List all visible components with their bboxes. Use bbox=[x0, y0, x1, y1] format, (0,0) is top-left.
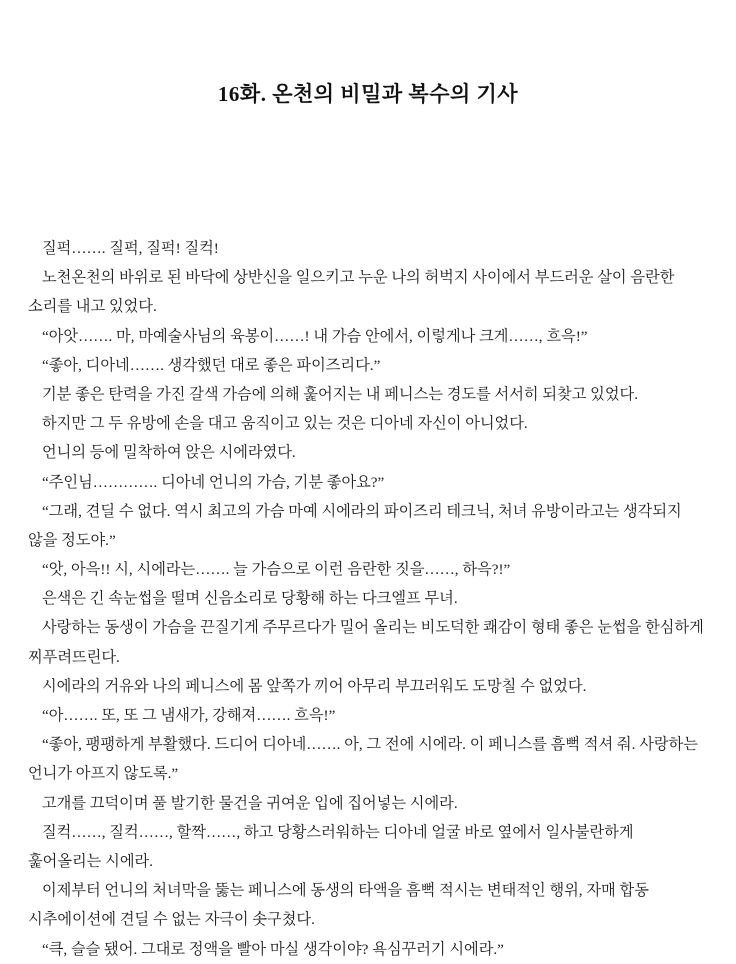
paragraph: 노천온천의 바위로 된 바닥에 상반신을 일으키고 누운 나의 허벅지 사이에서 부드러운 살이 음란한 소리를 내고 있었다. bbox=[28, 269, 679, 316]
paragraph: 은색은 긴 속눈썹을 떨며 신음소리로 당황해 하는 다크엘프 무녀. bbox=[42, 590, 458, 608]
paragraph: “아앗……. 마, 마예술사님의 육봉이……! 내 가슴 안에서, 이렇게나 크게……, 흐윽!” bbox=[42, 327, 588, 345]
paragraph: 질컥……, 질컥……, 할짝……, 하고 당황스러워하는 디아네 얼굴 바로 옆에서 일사불란하게 훑어올리는 시에라. bbox=[28, 823, 638, 870]
paragraph: “좋아, 팽팽하게 부활했다. 드디어 디아네……. 아, 그 전에 시에라. 이 페니스를 흠뻑 적셔 줘. 사랑하는 언니가 아프지 않도록.” bbox=[28, 736, 702, 783]
document-body bbox=[0, 108, 736, 964]
paragraph: “주인님…………. 디아네 언니의 가슴, 기분 좋아요?” bbox=[42, 473, 385, 491]
paragraph: 시에라의 거유와 나의 페니스에 몸 앞쪽가 끼어 아무리 부끄러워도 도망칠 수 없었다. bbox=[42, 677, 587, 695]
page-title: 16화. 온천의 비밀과 복수의 기사 bbox=[217, 82, 519, 106]
paragraph: “앗, 아윽!! 시, 시에라는……. 늘 가슴으로 이런 음란한 짓을……, 하윽?!” bbox=[42, 561, 511, 579]
paragraph: 언니의 등에 밀착하여 앉은 시에라였다. bbox=[42, 444, 296, 462]
paragraph: “그래, 견딜 수 없다. 역시 최고의 가슴 마예 시에라의 파이즈리 테크닉, 처녀 유방이라고는 생각되지 않을 정도야.” bbox=[28, 502, 686, 549]
paragraph: 사랑하는 동생이 가슴을 끈질기게 주무르다가 밀어 올리는 비도덕한 쾌감이 형태 좋은 눈썹을 한심하게 찌푸려뜨린다. bbox=[28, 619, 708, 666]
paragraph: “큭, 슬슬 됐어. 그대로 정액을 빨아 마실 생각이야? 욕심꾸러기 시에라.” bbox=[42, 940, 504, 958]
paragraph: 질퍽……. 질퍽, 질퍽! 질컥! bbox=[42, 240, 219, 257]
paragraph: 하지만 그 두 유방에 손을 대고 움직이고 있는 것은 디아네 자신이 아니었다. bbox=[42, 415, 528, 433]
paragraph: “좋아, 디아네……. 생각했던 대로 좋은 파이즈리다.” bbox=[42, 356, 381, 374]
paragraph: “아……. 또, 또 그 냄새가, 강해져……. 흐윽!” bbox=[42, 707, 336, 724]
paragraph: 고개를 끄덕이며 풀 발기한 물건을 귀여운 입에 집어넣는 시에라. bbox=[42, 794, 458, 812]
paragraph: 이제부터 언니의 처녀막을 뚫는 페니스에 동생의 타액을 흠뻑 적시는 변태적인 행위, 자매 합동 시추에이션에 견딜 수 없는 자극이 솟구쳤다. bbox=[28, 882, 653, 929]
paragraph: 기분 좋은 탄력을 가진 갈색 가슴에 의해 훑어지는 내 페니스는 경도를 서서히 되찾고 있었다. bbox=[42, 385, 638, 403]
